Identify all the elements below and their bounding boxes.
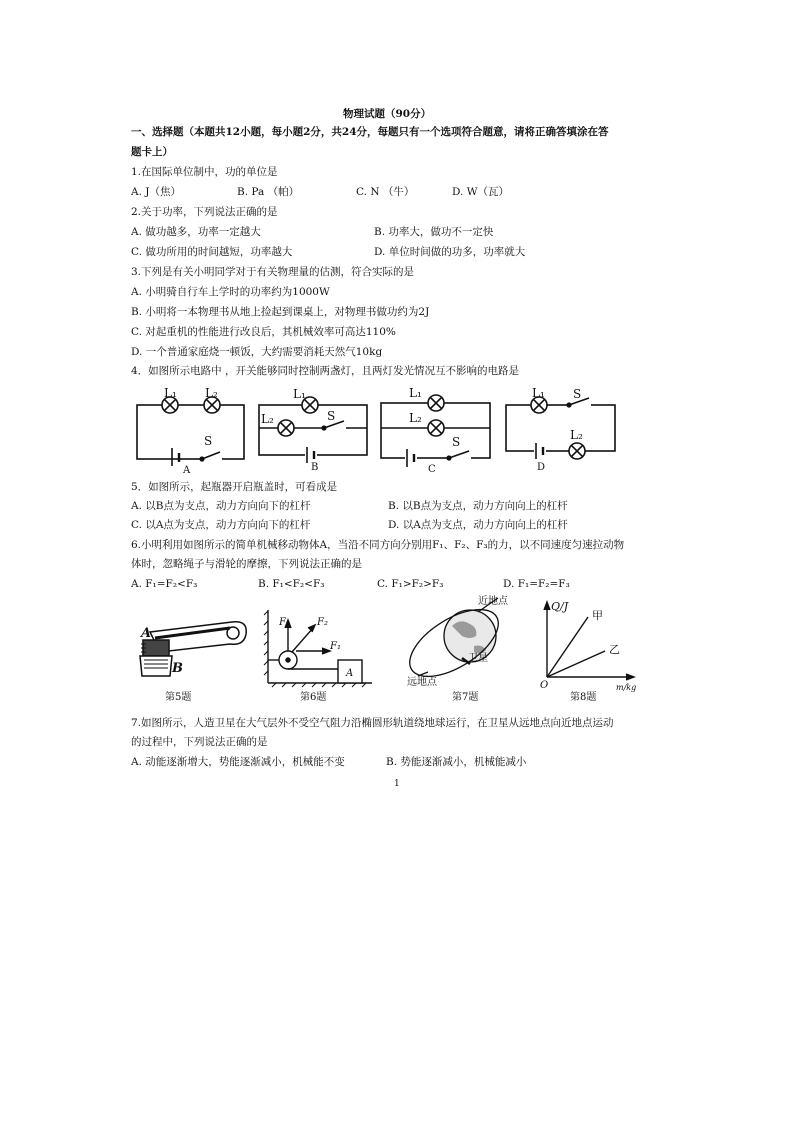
fig6-block-a: A [346, 668, 354, 679]
fig6-caption: 第6题 [300, 692, 327, 703]
q2-option-b: B. 功率大，做功不一定快 [374, 226, 494, 238]
q3-option-d: D. 一个普通家庭烧一顿饭，大约需要消耗天然气10kg [131, 346, 383, 358]
fig7-satellite: 卫星 [468, 653, 488, 664]
fig7-caption: 第7题 [452, 692, 479, 703]
q2-option-c: C. 做功所用的时间越短，功率越大 [131, 246, 293, 258]
circuit-a-l2: L₂ [205, 386, 218, 400]
circuit-c-l2: L₂ [409, 411, 422, 425]
fig8-y-label: Q/J [551, 600, 569, 613]
q3-option-b: B. 小明将一本物理书从地上捡起到课桌上，对物理书做功约为2J [131, 306, 430, 318]
fig7-orbit [399, 596, 509, 690]
circuit-b-l1: L₁ [293, 387, 306, 401]
fig8-caption: 第8题 [570, 692, 597, 703]
q7-option-b: B. 势能逐渐减小，机械能减小 [386, 756, 527, 768]
q5-option-d: D. 以A点为支点，动力方向向上的杠杆 [388, 519, 568, 531]
q3-option-a: A. 小明骑自行车上学时的功率约为1000W [131, 286, 330, 298]
q6-stem-line2: 体时，忽略绳子与滑轮的摩擦，下列说法正确的是 [131, 558, 362, 570]
fig8-yi: 乙 [609, 643, 620, 656]
q1-option-b: B. Pa （帕） [237, 186, 300, 198]
circuit-d-l1: L₁ [532, 386, 545, 400]
q2-stem: 2.关于功率，下列说法正确的是 [131, 206, 278, 218]
fig8-origin: O [540, 680, 549, 691]
fig6-f2: F₂ [317, 617, 328, 628]
page-title: 物理试题（90分） [343, 108, 432, 120]
circuit-c-label: C [428, 464, 436, 475]
fig7-apogee: 远地点 [407, 677, 437, 688]
q5-option-b: B. 以B点为支点，动力方向向上的杠杆 [388, 500, 568, 512]
q1-option-c: C. N （牛） [356, 186, 415, 198]
q1-stem: 1.在国际单位制中，功的单位是 [131, 166, 278, 178]
section-heading-line2: 题卡上） [131, 146, 173, 158]
q2-option-a: A. 做功越多，功率一定越大 [131, 226, 261, 238]
page-number: 1 [394, 779, 400, 789]
q3-option-c: C. 对起重机的性能进行改良后，其机械效率可高达110% [131, 326, 396, 338]
q7-stem-line2: 的过程中，下列说法正确的是 [131, 736, 268, 748]
q6-option-b: B. F₁<F₂<F₃ [258, 578, 325, 590]
circuit-b-s: S [327, 409, 336, 423]
fig8-x-label: m/kg [616, 683, 637, 692]
fig6-f1: F₁ [330, 641, 341, 652]
circuit-d-s: S [573, 387, 582, 401]
circuit-c-s: S [452, 435, 461, 449]
q1-option-d: D. W（瓦） [452, 186, 510, 198]
q7-stem-line1: 7.如图所示，人造卫星在大气层外不受空气阻力沿椭圆形轨道绕地球运行，在卫星从远地点向近地点运动 [131, 717, 614, 729]
circuit-a-label: A [183, 465, 191, 476]
q6-option-a: A. F₁=F₂<F₃ [131, 578, 198, 590]
circuit-b-l2: L₂ [261, 412, 274, 426]
q5-stem: 5．如图所示，起瓶器开启瓶盖时，可看成是 [131, 481, 338, 493]
q4-stem: 4．如图所示电路中 ，开关能够同时控制两盏灯，且两灯发光情况互不影响的电路是 [131, 365, 520, 377]
circuit-d-label: D [537, 462, 546, 473]
circuit-c-l1: L₁ [409, 386, 422, 400]
q3-stem: 3.下列是有关小明同学对于有关物理量的估测，符合实际的是 [131, 266, 415, 278]
q6-stem-line1: 6.小明利用如图所示的简单机械移动物体A，当沿不同方向分别用F₁、F₂、F₃的力，以不同速度匀速拉动物 [131, 539, 625, 551]
q5-option-a: A. 以B点为支点，动力方向向下的杠杆 [131, 500, 311, 512]
circuit-b-label: B [311, 462, 319, 473]
q2-option-d: D. 单位时间做的功多，功率就大 [374, 246, 526, 258]
q5-option-c: C. 以A点为支点，动力方向向下的杠杆 [131, 519, 311, 531]
q7-option-a: A. 动能逐渐增大，势能逐渐减小，机械能不变 [131, 756, 345, 768]
q6-option-d: D. F₁=F₂=F₃ [503, 578, 570, 590]
circuit-a-s: S [204, 434, 213, 448]
fig5-caption: 第5题 [165, 692, 192, 703]
section-heading-line1: 一、选择题（本题共12小题，每小题2分，共24分，每题只有一个选项符合题意，请将正确答填涂在答 [131, 126, 609, 138]
fig6-f3: F₃ [279, 617, 290, 628]
fig8-jia: 甲 [592, 609, 603, 622]
circuit-d-l2: L₂ [570, 428, 583, 442]
fig7-perigee: 近地点 [478, 596, 508, 607]
circuit-a-l1: L₁ [164, 386, 177, 400]
fig5-point-a: A [141, 626, 152, 641]
fig5-bottle-opener [140, 622, 246, 676]
fig8-graph [544, 602, 634, 680]
fig5-point-b: B [172, 661, 183, 676]
q1-option-a: A. J（焦） [131, 186, 181, 198]
q6-option-c: C. F₁>F₂>F₃ [377, 578, 444, 590]
